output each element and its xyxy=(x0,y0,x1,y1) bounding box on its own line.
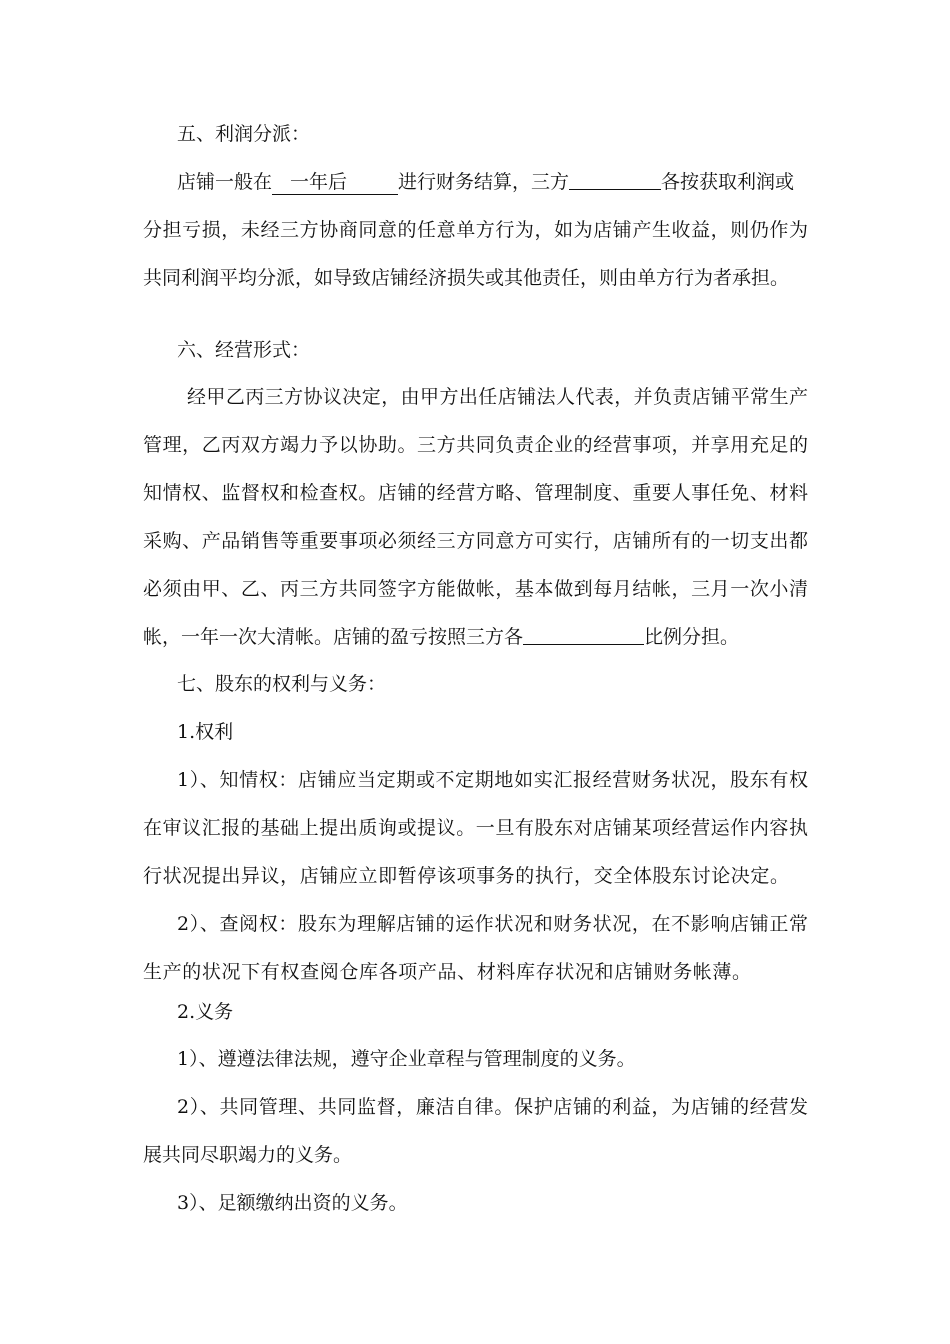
rights-heading: 1.权利 xyxy=(177,721,234,743)
section-5-heading: 五、利润分派： xyxy=(177,123,311,145)
section-6-line-6 xyxy=(143,625,808,649)
section-6-line-3: 知情权、监督权和检查权。店铺的经营方略、管理制度、重要人事任免、材料 xyxy=(143,482,808,504)
section-6-line-1: 经甲乙丙三方协议决定，由甲方出任店铺法人代表，并负责店铺平常生产 xyxy=(187,386,808,408)
text: 比例分担。 xyxy=(644,626,740,648)
blank-field-settlement-period: 一年后 xyxy=(272,170,398,195)
blank-field-ratio xyxy=(569,171,661,190)
right-2-line-2: 生产的状况下有权查阅仓库各项产品、材料库存状况和店铺财务帐薄。 xyxy=(143,961,751,983)
duty-1: 1）、遵遵法律法规，遵守企业章程与管理制度的义务。 xyxy=(177,1048,636,1070)
section-7-heading: 七、股东的权利与义务： xyxy=(177,673,387,695)
section-6-heading: 六、经营形式： xyxy=(177,339,311,361)
right-1-line-1: 1）、知情权：店铺应当定期或不定期地如实汇报经营财务状况，股东有权 xyxy=(177,769,808,791)
right-1-line-3: 行状况提出异议，店铺应立即暂停该项事务的执行，交全体股东讨论决定。 xyxy=(143,865,789,887)
blank-field-profit-loss-ratio xyxy=(523,626,644,645)
section-5-paragraph-line-1 xyxy=(177,170,808,195)
duty-2-line-1: 2）、共同管理、共同监督，廉洁自律。保护店铺的利益，为店铺的经营发 xyxy=(177,1096,808,1118)
section-5-paragraph-line-3: 共同利润平均分派，如导致店铺经济损失或其他责任，则由单方行为者承担。 xyxy=(143,267,790,289)
section-6-line-4: 采购、产品销售等重要事项必须经三方同意方可实行，店铺所有的一切支出都 xyxy=(143,530,808,552)
section-5-paragraph-line-2: 分担亏损，未经三方协商同意的任意单方行为，如为店铺产生收益，则仍作为 xyxy=(143,219,808,241)
section-6-line-2: 管理，乙丙双方竭力予以协助。三方共同负责企业的经营事项，并享用充足的 xyxy=(143,434,808,456)
text: 店铺一般在 xyxy=(177,171,273,193)
section-6-line-5: 必须由甲、乙、丙三方共同签字方能做帐，基本做到每月结帐，三月一次小清 xyxy=(143,578,808,600)
duty-2-line-2: 展共同尽职竭力的义务。 xyxy=(143,1144,353,1166)
right-1-line-2: 在审议汇报的基础上提出质询或提议。一旦有股东对店铺某项经营运作内容执 xyxy=(143,817,808,839)
duties-heading: 2.义务 xyxy=(177,1001,234,1023)
right-2-line-1: 2）、查阅权：股东为理解店铺的运作状况和财务状况，在不影响店铺正常 xyxy=(177,913,808,935)
text: 各按获取利润或 xyxy=(661,171,795,193)
text: 帐，一年一次大清帐。店铺的盈亏按照三方各 xyxy=(143,626,524,648)
text: 进行财务结算，三方 xyxy=(398,171,570,193)
duty-3: 3）、足额缴纳出资的义务。 xyxy=(177,1192,408,1214)
